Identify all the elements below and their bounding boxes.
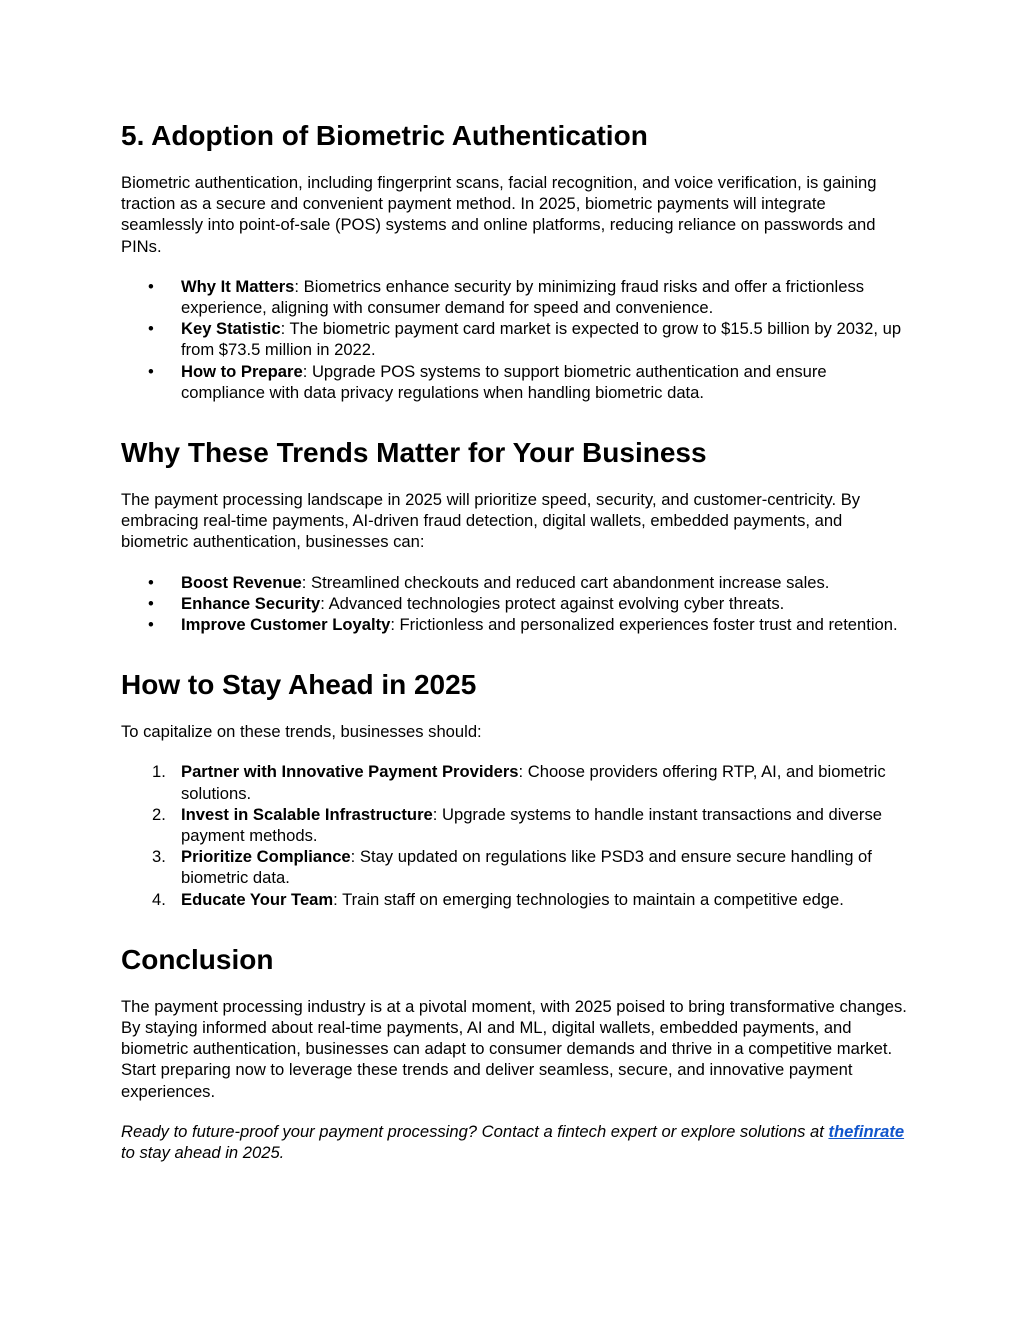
- item-number: 1.: [152, 762, 166, 782]
- section-conclusion: [121, 942, 911, 1163]
- item-text: : Biometrics enhance security by minimizing fraud risks and offer a frictionless experience, aligning with consumer demand for speed and convenience.: [181, 276, 865, 318]
- item-text: : Streamlined checkouts and reduced cart abandonment increase sales.: [301, 572, 830, 592]
- item-number: 3.: [152, 847, 166, 867]
- item-text: : The biometric payment card market is expected to grow to $15.5 billion by 2032, up from $73.5 million in 2022.: [181, 319, 902, 360]
- item-text: : Train staff on emerging technologies to maintain a competitive edge.: [333, 889, 844, 909]
- bullet-list: [121, 572, 911, 636]
- item-text: : Upgrade systems to handle instant transactions and diverse payment methods.: [181, 804, 882, 846]
- item-label: Enhance Security: [181, 593, 321, 613]
- list-item: [121, 889, 911, 910]
- item-label: Improve Customer Loyalty: [181, 615, 391, 635]
- item-label: Key Statistic: [181, 319, 281, 339]
- cta-prefix: Ready to future-proof your payment processing? Contact a fintech expert or explore solutions at: [121, 1121, 829, 1141]
- item-label: Why It Matters: [181, 276, 295, 296]
- thefinrate-link[interactable]: thefinrate: [828, 1121, 905, 1141]
- document-page: [121, 118, 911, 1185]
- list-item: [121, 846, 911, 888]
- list-item: [121, 572, 911, 593]
- item-label: Partner with Innovative Payment Providers: [181, 762, 519, 782]
- section-heading: 5. Adoption of Biometric Authentication: [121, 120, 648, 151]
- bullet-icon: •: [148, 276, 154, 296]
- item-label: Invest in Scalable Infrastructure: [181, 804, 433, 824]
- section-paragraph: Biometric authentication, including fingerprint scans, facial recognition, and voice verification, is gaining traction as a secure and convenient payment method. In 2025, biometric payments will integrate seamlessly into point-of-sale (POS) systems and online platforms, reducing reliance on passwords and PINs.: [121, 173, 877, 256]
- section-stay-ahead: [121, 667, 911, 910]
- cta-suffix: to stay ahead in 2025.: [121, 1143, 285, 1163]
- item-text: : Frictionless and personalized experiences foster trust and retention.: [390, 615, 898, 635]
- item-number: 4.: [152, 889, 166, 909]
- section-heading: Conclusion: [121, 943, 274, 975]
- bullet-list: [121, 276, 911, 403]
- list-item: [121, 761, 911, 803]
- list-item: [121, 593, 911, 614]
- bullet-icon: •: [148, 361, 154, 381]
- list-item: [121, 276, 911, 318]
- item-label: Boost Revenue: [181, 572, 302, 592]
- item-label: How to Prepare: [181, 361, 303, 381]
- list-item: [121, 318, 911, 360]
- list-item: [121, 614, 911, 635]
- section-why-trends-matter: [121, 435, 911, 635]
- call-to-action: [121, 1121, 911, 1163]
- item-label: Educate Your Team: [181, 889, 334, 909]
- list-item: [121, 804, 911, 846]
- item-number: 2.: [152, 804, 166, 824]
- bullet-icon: •: [148, 593, 154, 613]
- section-heading: How to Stay Ahead in 2025: [121, 669, 477, 701]
- bullet-icon: •: [148, 319, 154, 339]
- item-text: : Choose providers offering RTP, AI, and biometric solutions.: [181, 762, 886, 803]
- item-text: : Upgrade POS systems to support biometric authentication and ensure compliance with data privacy regulations when handling biometric data.: [181, 361, 827, 402]
- bullet-icon: •: [148, 615, 154, 635]
- numbered-list: [121, 761, 911, 909]
- item-text: : Advanced technologies protect against evolving cyber threats.: [320, 593, 785, 613]
- section-heading: Why These Trends Matter for Your Business: [121, 437, 707, 469]
- item-text: : Stay updated on regulations like PSD3 and ensure secure handling of biometric data.: [181, 847, 872, 888]
- section-paragraph: To capitalize on these trends, businesses should:: [121, 722, 482, 742]
- list-item: [121, 361, 911, 403]
- section-paragraph: The payment processing landscape in 2025 will prioritize speed, security, and customer-centricity. By embracing real-time payments, AI-driven fraud detection, digital wallets, embedded payments, and biometric authentication, businesses can:: [121, 490, 861, 552]
- section-paragraph: The payment processing industry is at a pivotal moment, with 2025 poised to bring transformative changes. By staying informed about real-time payments, AI and ML, digital wallets, embedded payments, and biometric authentication, businesses can adapt to consumer demands and thrive in a competitive market. Start preparing now to leverage these trends and deliver seamless, secure, and innovative payment experiences.: [121, 996, 907, 1101]
- section-biometric: [121, 118, 911, 403]
- bullet-icon: •: [148, 572, 154, 592]
- item-label: Prioritize Compliance: [181, 847, 351, 867]
